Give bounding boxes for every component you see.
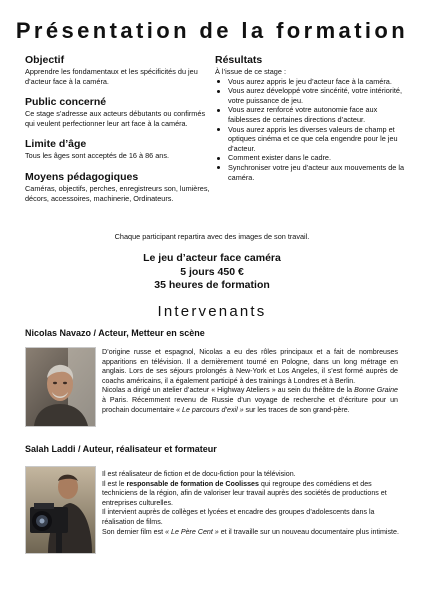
public-heading: Public concerné xyxy=(25,96,107,109)
age-text: Tous les âges sont acceptés de 16 à 86 ans. xyxy=(25,151,170,161)
person2-bio-line: Il intervient auprès de collèges et lycées et encadre des groupes d’adolescents dans la réalisation de films. xyxy=(102,508,375,526)
person1-bio xyxy=(102,348,398,415)
bullet-icon xyxy=(217,90,220,93)
intervenants-heading: Intervenants xyxy=(157,303,267,320)
moyens-text: Caméras, objectifs, perches, enregistreurs son, lumières, décors, accessoires, machinerie, Ordinateurs. xyxy=(25,183,210,203)
portrait-image xyxy=(26,348,95,426)
bullet-icon xyxy=(217,109,220,112)
person1-bio-paragraph: Nicolas a dirigé un atelier d’acteur « Highway Ateliers » au sein du théâtre de la Bonne Graine à Paris. Récemment revenu de Russie d’un voyage de recherche et d’écriture pour un prochain documentaire « Le parcours d’exil » sur les traces de son grand-père. xyxy=(102,386,398,414)
list-item: Vous aurez appris les diverses valeurs de champ et optiques cinéma et ce que cela engendre pour le jeu d’acteur. xyxy=(215,125,405,154)
age-heading: Limite d’âge xyxy=(25,138,87,151)
person1-bio-paragraph: D’origine russe et espagnol, Nicolas a eu des rôles principaux et a fait de nombreuses apparitions en télévision. Il a dernièrement tourné en Pologne, dans un long métrage en anglais. Lors de ses séjours prolongés à New-York et Los Angeles, il s’est formé auprès de coachs américains, il a également participé à des trainings à Londres et à Berlin. xyxy=(102,348,398,385)
person2-bio xyxy=(102,470,400,537)
bullet-icon xyxy=(217,166,220,169)
bullet-icon xyxy=(217,128,220,131)
objectif-heading: Objectif xyxy=(25,54,65,66)
list-item: Vous aurez renforcé votre autonomie face aux faiblesses de certaines directions d’acteur. xyxy=(215,105,405,124)
page-title: Présentation de la formation xyxy=(15,18,409,43)
resultats-heading: Résultats xyxy=(215,54,263,66)
person2-bio-line: Il est le responsable de formation de Coolisses qui regroupe des comédiens et des techniciens de la région, afin de valoriser leur travail auprès des sociétés de productions et entreprises culturelles. xyxy=(102,479,387,507)
left-column xyxy=(25,54,215,213)
person2-bio-line: Il est réalisateur de fiction et de docu-fiction pour la télévision. xyxy=(102,470,296,478)
person2-name: Salah Laddi / Auteur, réalisateur et formateur xyxy=(25,444,217,454)
objectif-section xyxy=(25,54,215,86)
bullet-icon xyxy=(217,157,220,160)
resultats-list xyxy=(215,77,405,183)
list-item: Vous aurez appris le jeu d’acteur face à la caméra. xyxy=(215,77,405,87)
bullet-icon xyxy=(217,80,220,83)
offer-title: Le jeu d’acteur face caméra xyxy=(143,252,281,264)
right-column xyxy=(215,54,405,182)
moyens-heading: Moyens pédagogiques xyxy=(25,170,139,183)
offer-block xyxy=(0,252,424,293)
person2-bio-line: Son dernier film est « Le Père Cent » et il travaille sur un nouveau documentaire plus intimiste. xyxy=(102,527,399,536)
public-section xyxy=(25,96,215,128)
portrait-with-camera-image xyxy=(26,467,95,553)
person1-name: Nicolas Navazo / Acteur, Metteur en scène xyxy=(25,328,205,338)
list-item: Synchroniser votre jeu d’acteur aux mouvements de la caméra. xyxy=(215,163,405,182)
offer-price: 5 jours 450 € xyxy=(180,265,244,278)
resultats-intro: À l’issue de ce stage : xyxy=(215,67,286,76)
objectif-text: Apprendre les fondamentaux et les spécificités du jeu d’acteur face à la caméra. xyxy=(25,67,198,86)
offer-hours: 35 heures de formation xyxy=(154,279,270,291)
participant-note: Chaque participant repartira avec des images de son travail. xyxy=(114,232,310,241)
list-item: Vous aurez développé votre sincérité, votre intériorité, votre puissance de jeu. xyxy=(215,86,405,105)
person1-photo xyxy=(25,347,96,427)
age-section xyxy=(25,138,215,161)
moyens-section xyxy=(25,171,215,203)
person2-photo xyxy=(25,466,96,554)
list-item: Comment exister dans le cadre. xyxy=(215,153,405,163)
public-text: Ce stage s’adresse aux acteurs débutants ou confirmés qui veulent perfectionner leur art face à la caméra. xyxy=(25,109,206,128)
